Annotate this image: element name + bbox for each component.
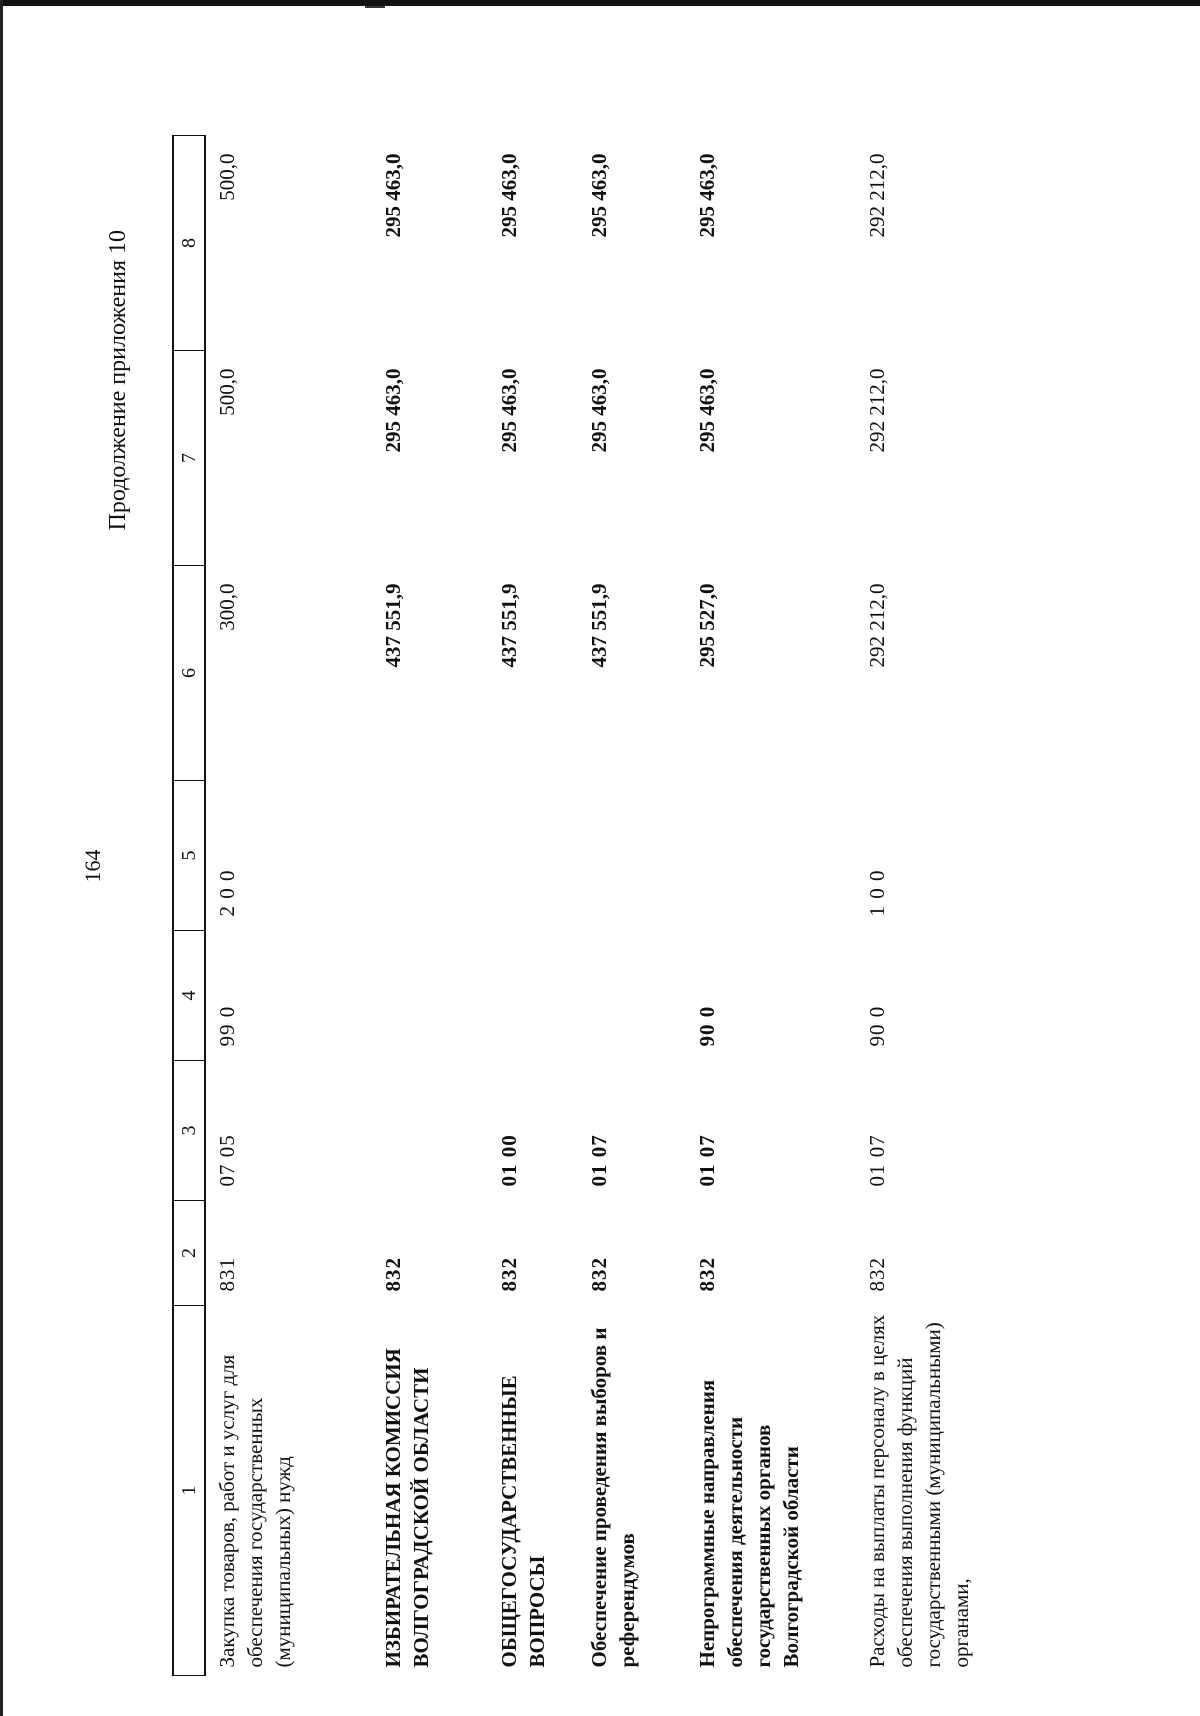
table-row (372, 136, 488, 1676)
table-row (488, 136, 578, 1676)
appendix-note: Продолжение приложения 10 (105, 230, 131, 531)
row-type (488, 781, 578, 931)
row-code: 832 (587, 1257, 611, 1292)
row-section: 01 07 (695, 1134, 719, 1187)
row-code: 832 (865, 1257, 889, 1292)
col-header-2: 2 (173, 1201, 205, 1306)
row-description: Закупка товаров, работ и услуг для обеспечения государственных (муниципальных) нужд (215, 1354, 295, 1668)
row-target: 90 0 (865, 1005, 889, 1047)
row-amount-8: 295 463,0 (381, 153, 405, 238)
row-section: 07 05 (215, 1134, 239, 1187)
row-type: 1 0 0 (865, 869, 889, 917)
row-amount-6: 437 551,9 (587, 583, 611, 668)
table-row (686, 136, 856, 1676)
col-header-7: 7 (173, 351, 205, 566)
row-description: Обеспечение проведения выборов и референдумов (587, 1327, 639, 1668)
row-amount-8: 500,0 (215, 153, 239, 201)
col-header-4: 4 (173, 931, 205, 1061)
row-type: 2 0 0 (215, 869, 239, 917)
col-header-8: 8 (173, 136, 205, 351)
row-type (686, 781, 856, 931)
row-description: Расходы на выплаты персоналу в целях обеспечения выполнения функций государственными (муниципальными) органами, (865, 1314, 973, 1668)
row-type (578, 781, 686, 931)
row-section: 01 07 (865, 1134, 889, 1187)
row-section (372, 1061, 488, 1201)
row-description: ОБЩЕГОСУДАРСТВЕННЫЕ ВОПРОСЫ (497, 1375, 549, 1668)
budget-table (172, 135, 1026, 1676)
row-amount-6: 295 527,0 (695, 583, 719, 668)
row-amount-7: 295 463,0 (497, 368, 521, 453)
table-row (856, 136, 1026, 1676)
row-amount-7: 292 212,0 (865, 368, 889, 453)
row-amount-8: 292 212,0 (865, 153, 889, 238)
row-amount-7: 500,0 (215, 368, 239, 416)
row-amount-7: 295 463,0 (587, 368, 611, 453)
row-description: ИЗБИРАТЕЛЬНАЯ КОМИССИЯ ВОЛГОГРАДСКОЙ ОБЛАСТИ (381, 1348, 433, 1668)
row-amount-6: 437 551,9 (497, 583, 521, 668)
table-row (205, 136, 372, 1676)
page-number: 164 (80, 849, 105, 883)
col-header-1: 1 (173, 1306, 205, 1676)
row-amount-6: 292 212,0 (865, 583, 889, 668)
col-header-6: 6 (173, 566, 205, 781)
row-code: 832 (381, 1257, 405, 1292)
row-amount-8: 295 463,0 (587, 153, 611, 238)
row-amount-7: 295 463,0 (695, 368, 719, 453)
row-amount-7: 295 463,0 (381, 368, 405, 453)
row-target (372, 931, 488, 1061)
row-target: 99 0 (215, 1005, 239, 1047)
table-row (578, 136, 686, 1676)
row-type (372, 781, 488, 931)
row-target (488, 931, 578, 1061)
row-code: 831 (215, 1257, 239, 1292)
row-code: 832 (695, 1257, 719, 1292)
col-header-5: 5 (173, 781, 205, 931)
row-amount-6: 437 551,9 (381, 583, 405, 668)
table-header-row (173, 136, 205, 1676)
row-target: 90 0 (695, 1005, 719, 1047)
row-section: 01 00 (497, 1134, 521, 1187)
row-target (578, 931, 686, 1061)
row-description: Непрограммные направления обеспечения деятельности государственных органов Волгоградской области (695, 1379, 803, 1668)
row-section: 01 07 (587, 1134, 611, 1187)
row-amount-6: 300,0 (215, 583, 239, 631)
row-code: 832 (497, 1257, 521, 1292)
row-amount-8: 295 463,0 (695, 153, 719, 238)
row-amount-8: 295 463,0 (497, 153, 521, 238)
col-header-3: 3 (173, 1061, 205, 1201)
